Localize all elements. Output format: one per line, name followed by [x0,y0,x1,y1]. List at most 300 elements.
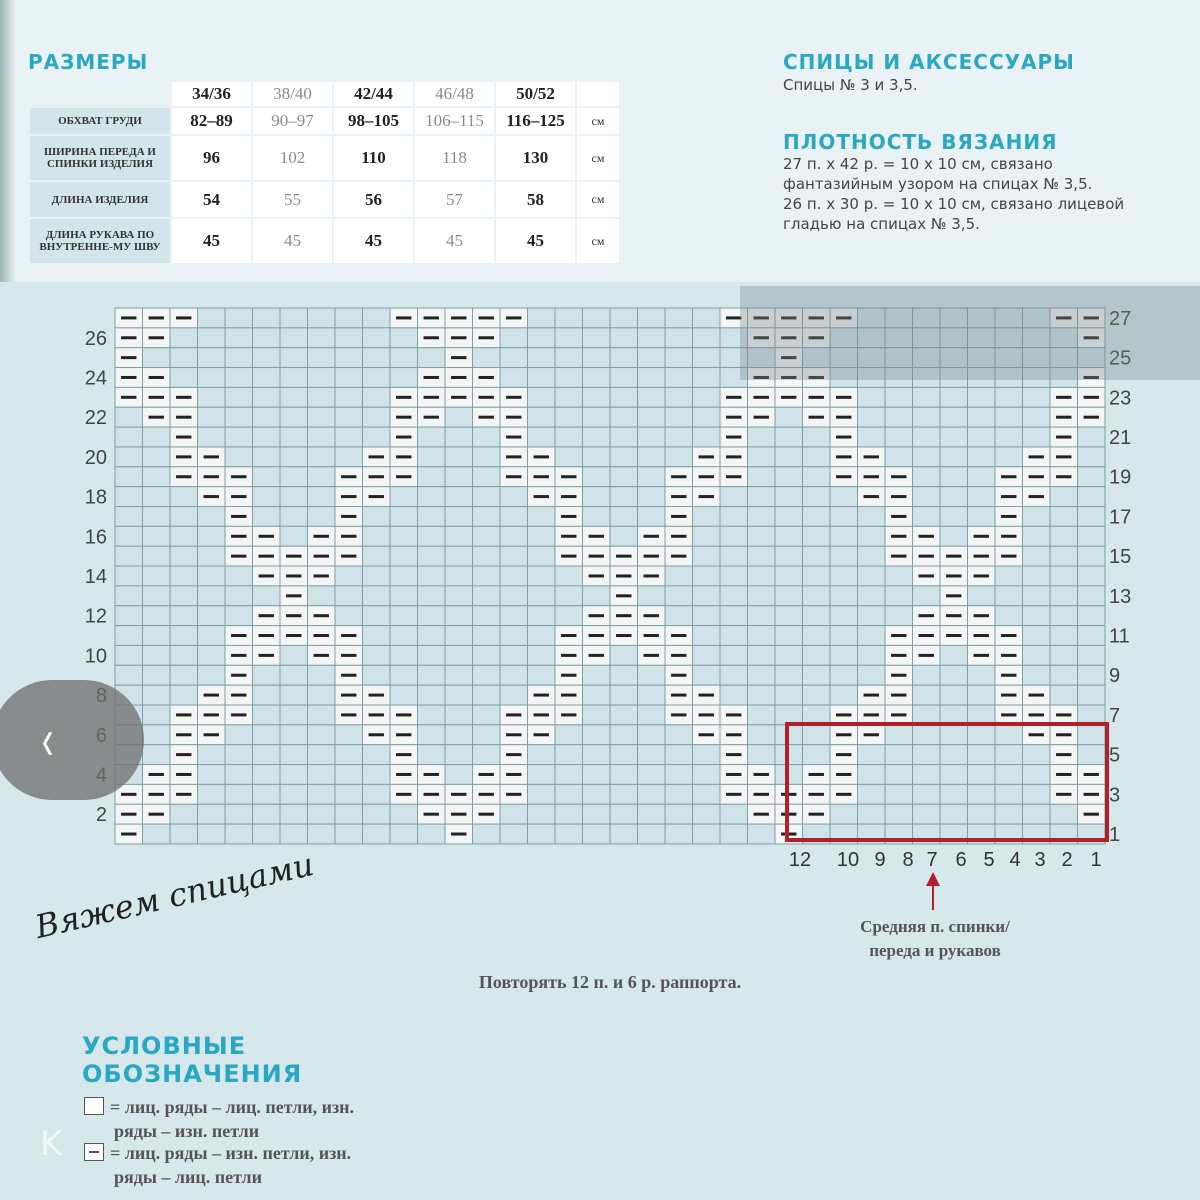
chart-cell-knit [418,487,446,507]
chart-cell-knit [445,467,473,487]
chart-cell-knit [583,368,611,388]
chart-cell-knit [528,645,556,665]
chart-cell-purl [885,526,913,546]
chart-cell-knit [500,606,528,626]
chart-cell-knit [803,507,831,527]
chart-cell-purl [308,566,336,586]
chart-cell-knit [775,467,803,487]
chart-cell-knit [528,566,556,586]
chart-cell-purl [858,447,886,467]
chart-cell-knit [555,348,583,368]
chart-cell-knit [665,566,693,586]
chart-cell-knit [610,308,638,328]
chart-cell-knit [720,626,748,646]
chart-cell-purl [1078,804,1106,824]
chart-cell-purl [528,725,556,745]
chart-cell-purl [198,685,226,705]
chart-cell-knit [858,427,886,447]
chart-cell-purl [143,784,171,804]
chart-cell-knit [225,348,253,368]
chart-cell-purl [693,705,721,725]
chart-cell-knit [610,645,638,665]
chart-cell-purl [1078,765,1106,785]
chart-cell-knit [143,467,171,487]
chart-cell-knit [858,765,886,785]
chart-cell-knit [1078,487,1106,507]
chart-cell-purl [1078,784,1106,804]
chart-cell-knit [473,705,501,725]
chart-cell-purl [170,447,198,467]
chart-cell-purl [390,427,418,447]
chart-cell-purl [473,308,501,328]
chart-cell-knit [418,507,446,527]
chart-cell-knit [940,665,968,685]
chart-cell-knit [803,487,831,507]
chart-cell-knit [555,725,583,745]
chart-cell-knit [610,507,638,527]
chart-cell-knit [198,824,226,844]
chart-cell-knit [445,546,473,566]
chart-cell-knit [500,526,528,546]
chart-cell-purl [445,308,473,328]
chart-cell-purl [803,765,831,785]
chart-cell-purl [390,467,418,487]
chart-cell-purl [1078,387,1106,407]
chart-cell-purl [363,705,391,725]
chart-cell-knit [995,804,1023,824]
chart-cell-knit [830,526,858,546]
chart-cell-knit [1078,507,1106,527]
chart-cell-purl [1078,407,1106,427]
chart-cell-purl [1050,784,1078,804]
chart-cell-knit [198,308,226,328]
size-row: ШИРИНА ПЕРЕДА И СПИНКИ ИЗДЕЛИЯ 96 102 110 118 130 см [30,136,619,180]
chart-cell-knit [143,566,171,586]
chart-cell-knit [445,765,473,785]
chart-cell-knit [445,665,473,685]
chart-cell-purl [445,348,473,368]
chart-cell-purl [363,447,391,467]
chart-cell-purl [555,665,583,685]
empty-square-icon [84,1097,104,1115]
chart-cell-purl [170,387,198,407]
chart-cell-purl [363,685,391,705]
chart-cell-purl [1050,765,1078,785]
chart-cell-knit [913,407,941,427]
chart-cell-knit [803,745,831,765]
chart-cell-knit [1023,586,1051,606]
chart-cell-knit [610,487,638,507]
chart-cell-knit [885,407,913,427]
chart-cell-knit [528,665,556,685]
chart-cell-knit [693,546,721,566]
chart-cell-purl [335,685,363,705]
chart-cell-purl [198,487,226,507]
chart-cell-purl [335,507,363,527]
chart-cell-knit [253,784,281,804]
chart-cell-knit [555,784,583,804]
chart-cell-purl [968,606,996,626]
size-col-5: 50/52 [496,82,575,106]
chart-cell-knit [500,626,528,646]
chart-cell-knit [858,407,886,427]
chart-cell-purl [830,745,858,765]
chart-cell-knit [253,765,281,785]
size-row: ДЛИНА РУКАВА ПО ВНУТРЕННЕ-МУ ШВУ 45 45 45 45 45 см [30,219,619,263]
chart-cell-knit [1023,427,1051,447]
chart-cell-knit [940,804,968,824]
chart-cell-knit [968,745,996,765]
gauge-line-4: гладью на спицах № 3,5. [783,215,980,233]
chart-cell-knit [280,427,308,447]
chart-cell-knit [280,507,308,527]
chart-cell-knit [335,586,363,606]
chart-cell-knit [885,765,913,785]
chart-cell-knit [583,665,611,685]
chart-cell-knit [253,745,281,765]
chart-cell-purl [1023,705,1051,725]
chart-cell-knit [968,685,996,705]
chart-cell-knit [500,645,528,665]
chart-cell-knit [253,447,281,467]
chart-cell-knit [555,368,583,388]
chart-cell-knit [610,526,638,546]
chart-cell-knit [445,427,473,447]
chart-cell-knit [638,467,666,487]
chart-cell-knit [968,586,996,606]
chart-cell-purl [1023,447,1051,467]
chart-cell-knit [198,626,226,646]
chart-cell-knit [693,665,721,685]
chart-cell-knit [638,705,666,725]
chart-cell-knit [913,804,941,824]
chart-cell-knit [665,348,693,368]
chart-cell-purl [500,467,528,487]
chart-cell-purl [693,467,721,487]
chart-cell-knit [308,368,336,388]
chart-cell-purl [528,685,556,705]
chart-cell-knit [473,824,501,844]
chart-cell-purl [995,705,1023,725]
chart-cell-knit [170,804,198,824]
chart-cell-knit [885,725,913,745]
chart-cell-knit [665,427,693,447]
chart-cell-knit [170,368,198,388]
chart-cell-knit [610,784,638,804]
chart-cell-knit [115,447,143,467]
chart-cell-knit [335,328,363,348]
chart-cell-knit [473,745,501,765]
chart-cell-knit [1050,606,1078,626]
chart-cell-knit [913,467,941,487]
legend-item-purl: = лиц. ряды – изн. петли, изн. ряды – лиц. петли [84,1141,351,1189]
chart-cell-knit [913,487,941,507]
chart-cell-knit [638,824,666,844]
chart-cell-knit [253,824,281,844]
stitch-label: 10 [836,849,860,871]
chart-cell-knit [803,447,831,467]
chart-cell-knit [1078,566,1106,586]
chart-cell-knit [170,546,198,566]
chart-cell-purl [913,606,941,626]
chart-cell-knit [803,566,831,586]
chart-cell-knit [335,745,363,765]
chart-cell-knit [390,586,418,606]
chart-cell-purl [500,387,528,407]
chart-cell-knit [308,507,336,527]
chart-cell-knit [280,765,308,785]
chart-cell-purl [473,804,501,824]
chart-cell-knit [225,407,253,427]
chart-cell-knit [1050,685,1078,705]
prev-page-button[interactable] [0,680,144,800]
chart-cell-knit [1078,626,1106,646]
chart-cell-knit [363,606,391,626]
chart-cell-knit [390,526,418,546]
chart-cell-purl [995,685,1023,705]
chart-cell-knit [280,487,308,507]
chart-cell-knit [445,725,473,745]
chart-cell-purl [335,467,363,487]
chart-cell-purl [885,626,913,646]
chart-cell-knit [995,566,1023,586]
chart-cell-purl [473,765,501,785]
chart-cell-knit [583,487,611,507]
chart-cell-purl [940,546,968,566]
chart-cell-knit [830,507,858,527]
chart-cell-knit [1078,526,1106,546]
chart-cell-knit [638,507,666,527]
chart-cell-knit [335,407,363,427]
chart-cell-purl [225,467,253,487]
chart-cell-knit [280,645,308,665]
chart-cell-knit [115,586,143,606]
chart-cell-knit [390,606,418,626]
chart-cell-purl [500,447,528,467]
chart-cell-purl [335,645,363,665]
chart-cell-knit [143,586,171,606]
chart-cell-knit [170,487,198,507]
chart-cell-purl [473,368,501,388]
chart-cell-knit [418,705,446,725]
chart-cell-knit [308,685,336,705]
chart-cell-purl [748,784,776,804]
chart-cell-knit [748,546,776,566]
chart-cell-knit [1078,725,1106,745]
chart-cell-knit [115,546,143,566]
chart-cell-knit [473,665,501,685]
chart-cell-purl [720,407,748,427]
chart-cell-purl [308,645,336,665]
chart-cell-knit [830,566,858,586]
chart-cell-purl [308,526,336,546]
chart-cell-knit [583,467,611,487]
chart-cell-knit [748,665,776,685]
chart-cell-knit [885,387,913,407]
chart-cell-knit [720,685,748,705]
chart-cell-knit [995,725,1023,745]
chart-cell-knit [473,645,501,665]
chart-cell-knit [253,487,281,507]
chart-cell-knit [335,427,363,447]
chart-cell-purl [225,645,253,665]
chart-cell-knit [995,447,1023,467]
chart-cell-knit [143,705,171,725]
chevron-left-icon: ‹ [42,707,54,772]
chart-cell-knit [335,784,363,804]
chart-cell-knit [858,526,886,546]
chart-cell-knit [995,586,1023,606]
chart-cell-knit [363,526,391,546]
chart-cell-purl [610,546,638,566]
chart-cell-knit [143,546,171,566]
sizes-title: РАЗМЕРЫ [28,50,149,74]
chart-cell-knit [803,705,831,725]
chart-cell-knit [1023,745,1051,765]
chart-cells [115,308,1105,844]
chart-cell-knit [335,824,363,844]
chart-cell-purl [693,685,721,705]
chart-cell-knit [803,606,831,626]
chart-cell-knit [363,328,391,348]
chart-cell-knit [610,765,638,785]
chart-cell-purl [913,645,941,665]
chart-cell-knit [500,566,528,586]
chart-cell-purl [885,645,913,665]
chart-cell-knit [803,725,831,745]
row-label-right: 25 [1109,347,1132,370]
chart-cell-knit [363,586,391,606]
chart-cell-knit [693,308,721,328]
chart-cell-knit [583,427,611,447]
chart-cell-purl [500,745,528,765]
chart-cell-knit [583,348,611,368]
chart-cell-knit [528,507,556,527]
chart-cell-knit [638,328,666,348]
chart-cell-knit [445,626,473,646]
chart-cell-knit [390,507,418,527]
chart-cell-purl [335,705,363,725]
chart-cell-purl [198,447,226,467]
chart-cell-knit [940,784,968,804]
chart-cell-knit [198,665,226,685]
chart-cell-knit [390,487,418,507]
chart-cell-knit [665,586,693,606]
chart-cell-knit [225,447,253,467]
chart-cell-knit [940,685,968,705]
chart-cell-knit [253,328,281,348]
chart-cell-knit [143,526,171,546]
chart-cell-knit [198,407,226,427]
chart-cell-knit [665,765,693,785]
chart-cell-purl [720,745,748,765]
chart-cell-purl [665,507,693,527]
chart-cell-knit [170,665,198,685]
chart-cell-purl [995,507,1023,527]
chart-cell-purl [720,725,748,745]
chart-cell-knit [583,765,611,785]
chart-cell-knit [528,606,556,626]
chart-cell-knit [638,745,666,765]
chart-cell-knit [198,328,226,348]
chart-cell-knit [1023,526,1051,546]
chart-cell-purl [665,546,693,566]
chart-cell-purl [115,308,143,328]
chart-cell-knit [115,487,143,507]
chart-cell-purl [555,546,583,566]
chart-cell-knit [500,368,528,388]
chart-cell-purl [528,705,556,725]
chart-cell-knit [280,447,308,467]
chart-cell-knit [225,606,253,626]
chart-cell-purl [885,507,913,527]
chart-cell-knit [830,626,858,646]
chart-cell-knit [280,725,308,745]
chart-cell-knit [803,467,831,487]
chart-cell-purl [748,387,776,407]
chart-cell-knit [198,586,226,606]
chart-cell-knit [995,427,1023,447]
chart-cell-knit [1078,586,1106,606]
chart-cell-knit [335,765,363,785]
chart-cell-knit [940,387,968,407]
gauge-title: ПЛОТНОСТЬ ВЯЗАНИЯ [783,130,1058,154]
chart-cell-knit [1078,745,1106,765]
chart-cell-knit [143,645,171,665]
chart-cell-purl [555,507,583,527]
chart-cell-purl [940,566,968,586]
chart-cell-purl [143,407,171,427]
size-col-3: 42/44 [334,82,413,106]
chart-cell-purl [940,626,968,646]
chart-cell-knit [1023,665,1051,685]
chart-cell-purl [995,665,1023,685]
size-row-label: ОБХВАТ ГРУДИ [30,108,170,134]
chart-cell-knit [693,368,721,388]
chart-cell-knit [1078,427,1106,447]
chart-cell-knit [170,824,198,844]
chart-cell-knit [830,685,858,705]
chart-cell-knit [913,447,941,467]
chart-cell-knit [473,586,501,606]
chart-cell-purl [665,487,693,507]
chart-cell-purl [968,526,996,546]
chart-cell-knit [418,348,446,368]
chart-cell-knit [775,407,803,427]
chart-cell-knit [418,427,446,447]
chart-cell-knit [720,526,748,546]
chart-cell-knit [1078,606,1106,626]
chart-cell-knit [170,685,198,705]
chart-cell-knit [748,467,776,487]
chart-cell-knit [748,685,776,705]
chart-cell-knit [885,784,913,804]
chart-cell-knit [1023,804,1051,824]
stitch-label: 12 [788,849,812,871]
chart-cell-knit [445,685,473,705]
chart-cell-knit [225,784,253,804]
chart-cell-purl [1050,447,1078,467]
chart-cell-knit [968,507,996,527]
chart-cell-knit [748,645,776,665]
chart-cell-knit [335,725,363,745]
chart-cell-purl [418,328,446,348]
stitch-label: 2 [1061,849,1073,871]
row-label-right: 19 [1109,466,1132,489]
chart-cell-knit [968,427,996,447]
chart-cell-knit [995,606,1023,626]
chart-cell-knit [308,765,336,785]
